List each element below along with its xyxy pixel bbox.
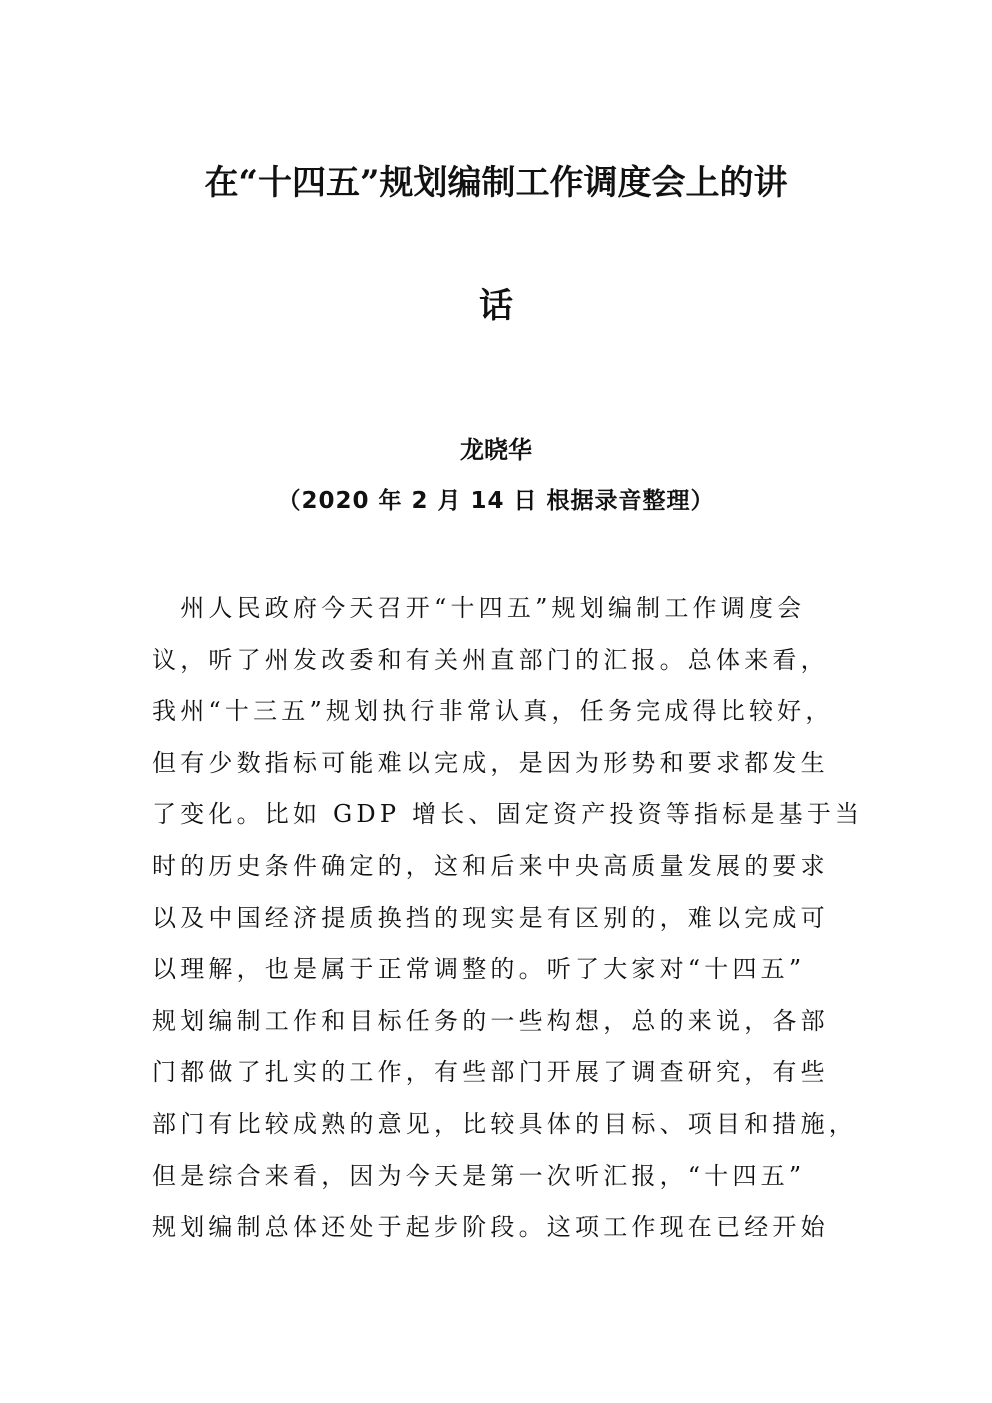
body-line: 规划编制工作和目标任务的一些构想，总的来说，各部 (152, 1006, 829, 1035)
body-paragraph (152, 588, 864, 1259)
author-name: 龙晓华 (460, 436, 532, 464)
document-title-line-1: 在“十四五”规划编制工作调度会上的讲 (204, 163, 788, 203)
body-line: 议，听了州发改委和有关州直部门的汇报。总体来看， (152, 645, 829, 674)
body-line: 以及中国经济提质换挡的现实是有区别的，难以完成可 (152, 903, 829, 932)
date-note: （2020 年 2 月 14 日 根据录音整理） (277, 488, 715, 514)
body-line: 时的历史条件确定的，这和后来中央高质量发展的要求 (152, 851, 829, 880)
body-line: 我州“十三五”规划执行非常认真，任务完成得比较好， (152, 697, 834, 726)
body-line: 但有少数指标可能难以完成，是因为形势和要求都发生 (152, 748, 829, 777)
body-line: 以理解，也是属于正常调整的。听了大家对“十四五” (152, 955, 806, 984)
document-title-line-2: 话 (479, 286, 513, 326)
body-line: 部门有比较成熟的意见，比较具体的目标、项目和措施， (152, 1109, 857, 1138)
body-line: 规划编制总体还处于起步阶段。这项工作现在已经开始 (152, 1213, 829, 1242)
body-line: 门都做了扎实的工作，有些部门开展了调查研究，有些 (152, 1058, 829, 1087)
body-line: 了变化。比如 GDP 增长、固定资产投资等指标是基于当 (152, 800, 864, 829)
body-line: 州人民政府今天召开“十四五”规划编制工作调度会 (152, 594, 806, 622)
body-line: 但是综合来看，因为今天是第一次听汇报，“十四五” (152, 1161, 806, 1190)
